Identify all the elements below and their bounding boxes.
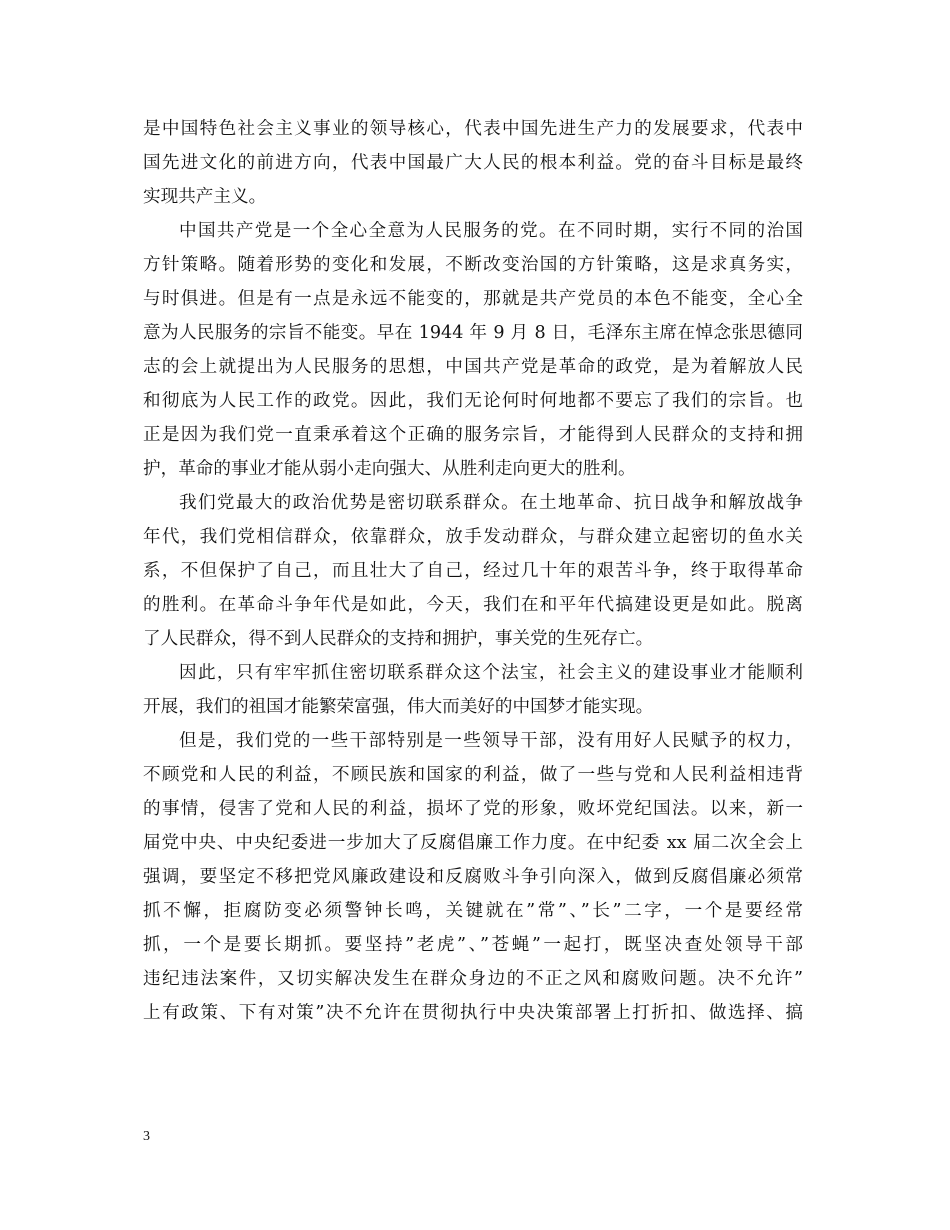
text-line: 的事情，侵害了党和人民的利益，损坏了党的形象，败坏党纪国法。以来，新一 xyxy=(143,799,803,819)
text-line: 系，不但保护了自己，而且壮大了自己，经过几十年的艰苦斗争，终于取得革命 xyxy=(143,561,803,581)
text-line: 正是因为我们党一直秉承着这个正确的服务宗旨，才能得到人民群众的支持和拥 xyxy=(143,425,803,445)
text-line: 和彻底为人民工作的政党。因此，我们无论何时何地都不要忘了我们的宗旨。也 xyxy=(143,391,803,411)
text-line: 护，革命的事业才能从弱小走向强大、从胜利走向更大的胜利。 xyxy=(143,459,636,479)
page-number: 3 xyxy=(143,1129,150,1144)
text-line: 届党中央、中央纪委进一步加大了反腐倡廉工作力度。在中纪委 xx 届二次全会上 xyxy=(143,833,803,853)
paragraph-first-line: 中国共产党是一个全心全意为人民服务的党。在不同时期，实行不同的治国 xyxy=(179,221,803,241)
text-line: 上有政策、下有对策”决不允许在贯彻执行中央决策部署上打折扣、做选择、搞 xyxy=(143,1003,803,1023)
body-text xyxy=(143,112,803,1030)
text-line: 年代，我们党相信群众，依靠群众，放手发动群众，与群众建立起密切的鱼水关 xyxy=(143,527,803,547)
text-line: 意为人民服务的宗旨不能变。早在 1944 年 9 月 8 日，毛泽东主席在悼念张思德同 xyxy=(143,323,803,343)
text-line: 与时俱进。但是有一点是永远不能变的，那就是共产党员的本色不能变，全心全 xyxy=(143,289,803,309)
text-line: 方针策略。随着形势的变化和发展，不断改变治国的方针策略，这是求真务实， xyxy=(143,255,803,275)
text-line: 开展，我们的祖国才能繁荣富强，伟大而美好的中国梦才能实现。 xyxy=(143,697,654,717)
text-line: 志的会上就提出为人民服务的思想，中国共产党是革命的政党，是为着解放人民 xyxy=(143,357,803,377)
text-line: 国先进文化的前进方向，代表中国最广大人民的根本利益。党的奋斗目标是最终 xyxy=(143,153,803,173)
text-line: 违纪违法案件，又切实解决发生在群众身边的不正之风和腐败问题。决不允许” xyxy=(143,969,803,989)
text-line: 是中国特色社会主义事业的领导核心，代表中国先进生产力的发展要求，代表中 xyxy=(143,119,803,139)
text-line: 了人民群众，得不到人民群众的支持和拥护，事关党的生死存亡。 xyxy=(143,629,654,649)
paragraph-first-line: 我们党最大的政治优势是密切联系群众。在土地革命、抗日战争和解放战争 xyxy=(179,493,803,513)
paragraph-first-line: 但是，我们党的一些干部特别是一些领导干部，没有用好人民赋予的权力， xyxy=(179,731,803,751)
text-line: 实现共产主义。 xyxy=(143,187,267,207)
text-line: 的胜利。在革命斗争年代是如此，今天，我们在和平年代搞建设更是如此。脱离 xyxy=(143,595,803,615)
text-line: 抓不懈，拒腐防变必须警钟长鸣，关键就在”常”、”长”二字，一个是要经常 xyxy=(143,901,803,921)
paragraph-first-line: 因此，只有牢牢抓住密切联系群众这个法宝，社会主义的建设事业才能顺利 xyxy=(179,663,803,683)
text-line: 不顾党和人民的利益，不顾民族和国家的利益，做了一些与党和人民利益相违背 xyxy=(143,765,803,785)
text-line: 抓，一个是要长期抓。要坚持”老虎”、”苍蝇”一起打，既坚决查处领导干部 xyxy=(143,935,803,955)
text-line: 强调，要坚定不移把党风廉政建设和反腐败斗争引向深入，做到反腐倡廉必须常 xyxy=(143,867,803,887)
